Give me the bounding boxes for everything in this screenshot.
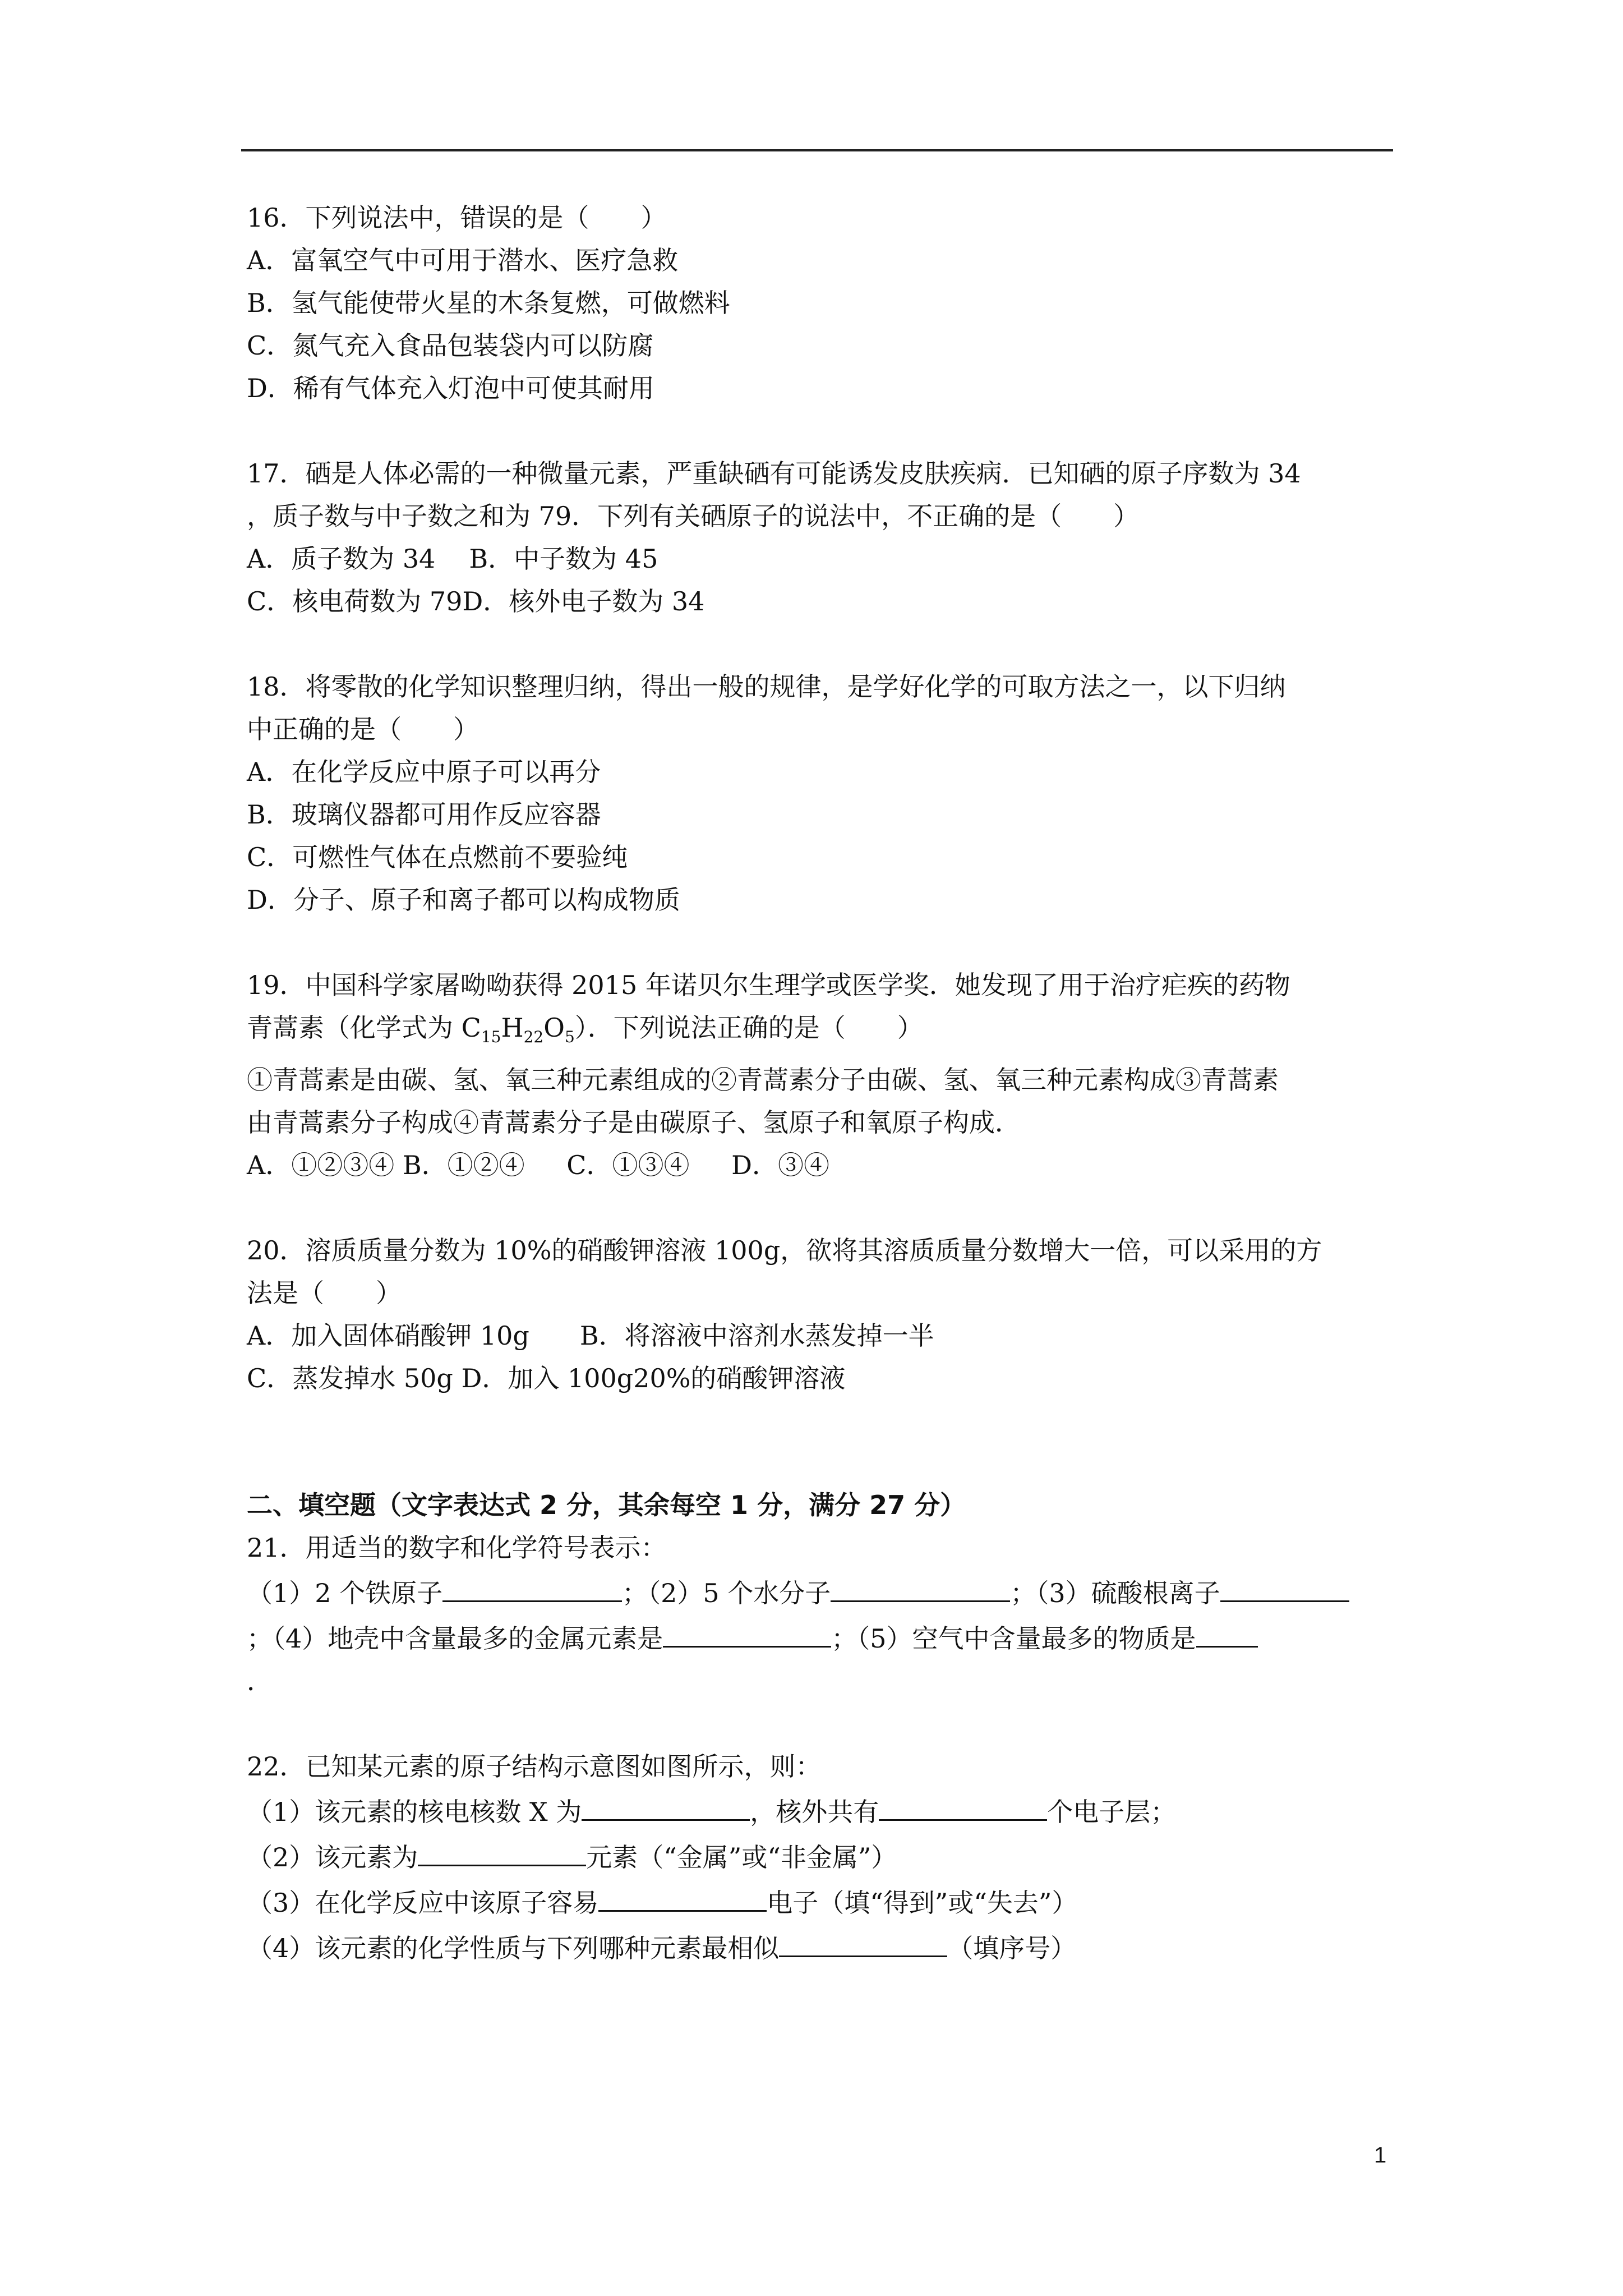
option-c: C．蒸发掉水 50g [247, 1363, 453, 1394]
answer-blank-5[interactable] [1196, 1614, 1258, 1648]
answer-blank-2[interactable] [831, 1569, 1010, 1602]
answer-blank-1[interactable] [442, 1569, 622, 1602]
answer-blank-3[interactable] [1220, 1569, 1349, 1602]
oxygen-symbol: O [543, 1013, 565, 1043]
question-stem-line-2: 法是（ ） [247, 1278, 402, 1309]
question-18 [247, 665, 1396, 921]
sub-question-4 [247, 1924, 1396, 1970]
options-row-1 [247, 1314, 1396, 1357]
option-a: A．在化学反应中原子可以再分 [247, 757, 601, 787]
sub-question-1-end: 个电子层； [1047, 1797, 1177, 1828]
option-b: B．将溶液中溶剂水蒸发掉一半 [579, 1320, 934, 1351]
part-1-label: （1）2 个铁原子 [247, 1578, 443, 1609]
option-d: D．核外电子数为 34 [462, 586, 705, 616]
hydrogen-symbol: H [501, 1013, 524, 1043]
option-d: D．稀有气体充入灯泡中可使其耐用 [247, 373, 654, 403]
sub-question-2-end: 元素（“金属”或“非金属”） [586, 1842, 897, 1873]
question-stem-line-1: 19．中国科学家屠呦呦获得 2015 年诺贝尔生理学或医学奖．她发现了用于治疗疟疾的药物 [247, 970, 1290, 1000]
question-stem: 16．下列说法中，错误的是（ ） [247, 203, 667, 233]
section-title: 二、填空题（文字表达式 2 分，其余每空 1 分，满分 27 分） [247, 1490, 966, 1521]
question-17 [247, 452, 1396, 623]
answer-blank-similar[interactable] [779, 1924, 947, 1957]
carbon-subscript: 15 [481, 1028, 501, 1047]
option-d: D．分子、原子和离子都可以构成物质 [247, 885, 680, 915]
statement-line-1: ①青蒿素是由碳、氢、氧三种元素组成的②青蒿素分子由碳、氢、氧三种元素构成③青蒿素 [247, 1065, 1279, 1096]
question-stem-line-2 [247, 1006, 1396, 1059]
question-20 [247, 1229, 1396, 1400]
option-d: D．加入 100g20%的硝酸钾溶液 [461, 1363, 846, 1394]
options-row [247, 1144, 1396, 1186]
question-22 [247, 1745, 1396, 1970]
document-body [247, 196, 1396, 2012]
stem-suffix: ）．下列说法正确的是（ ） [574, 1013, 923, 1043]
oxygen-subscript: 5 [564, 1028, 575, 1047]
question-stem-line-2: 中正确的是（ ） [247, 714, 479, 744]
option-c: C．氮气充入食品包装袋内可以防腐 [247, 330, 654, 361]
sub-question-1-text: （1）该元素的核电核数 X 为 [247, 1797, 582, 1828]
option-a: A．①②③④ [247, 1150, 395, 1181]
options-row-2 [247, 580, 1396, 623]
fill-line-1 [247, 1569, 1396, 1614]
question-stem-line-1: 17．硒是人体必需的一种微量元素，严重缺硒有可能诱发皮肤疾病．已知硒的原子序数为 34 [247, 458, 1301, 489]
option-c: C．①③④ [566, 1150, 690, 1181]
part-3-label: ；（3）硫酸根离子 [1010, 1578, 1220, 1609]
statement-line-2: 由青蒿素分子构成④青蒿素分子是由碳原子、氢原子和氧原子构成． [247, 1107, 1021, 1138]
question-stem-line-1: 18．将零散的化学知识整理归纳，得出一般的规律，是学好化学的可取方法之一，以下归纳 [247, 671, 1286, 702]
answer-blank-x[interactable] [582, 1788, 750, 1821]
question-16 [247, 196, 1396, 409]
header-rule [241, 149, 1393, 151]
fill-line-end: ． [247, 1666, 273, 1697]
options-row-1 [247, 537, 1396, 580]
option-d: D．③④ [731, 1150, 830, 1181]
answer-blank-type[interactable] [418, 1833, 586, 1866]
sub-question-2 [247, 1833, 1396, 1879]
answer-blank-4[interactable] [663, 1614, 831, 1648]
part-5-label: ；（5）空气中含量最多的物质是 [831, 1623, 1196, 1654]
part-4-label: ；（4）地壳中含量最多的金属元素是 [247, 1623, 663, 1654]
sub-question-3 [247, 1879, 1396, 1924]
option-b: B．玻璃仪器都可用作反应容器 [247, 799, 601, 830]
sub-question-3-text: （3）在化学反应中该原子容易 [247, 1888, 599, 1918]
question-stem: 21．用适当的数字和化学符号表示： [247, 1533, 667, 1563]
answer-blank-layers[interactable] [879, 1788, 1047, 1821]
part-2-label: ；（2）5 个水分子 [622, 1578, 831, 1609]
question-stem: 22．已知某元素的原子结构示意图如图所示，则： [247, 1751, 822, 1782]
option-a: A．质子数为 34 [247, 544, 436, 574]
options-row-2 [247, 1357, 1396, 1400]
option-b: B．氢气能使带火星的木条复燃，可做燃料 [247, 288, 730, 318]
hydrogen-subscript: 22 [523, 1028, 544, 1047]
sub-question-4-end: （填序号） [947, 1933, 1077, 1964]
sub-question-2-text: （2）该元素为 [247, 1842, 418, 1873]
formula-prefix: 青蒿素（化学式为 C [247, 1013, 481, 1043]
option-b: B．中子数为 45 [469, 544, 658, 574]
fill-line-2 [247, 1614, 1396, 1660]
page-number: 1 [1374, 2143, 1387, 2168]
sub-question-3-end: 电子（填“得到”或“失去”） [767, 1888, 1078, 1918]
question-21 [247, 1526, 1396, 1703]
question-19 [247, 964, 1396, 1186]
question-stem-line-1: 20．溶质质量分数为 10%的硝酸钾溶液 100g，欲将其溶质质量分数增大一倍，可以采用的方 [247, 1235, 1322, 1266]
option-c: C．核电荷数为 79 [247, 586, 463, 616]
sub-question-4-text: （4）该元素的化学性质与下列哪种元素最相似 [247, 1933, 780, 1964]
sub-question-1-mid: ，核外共有 [750, 1797, 879, 1828]
question-stem-line-2: ，质子数与中子数之和为 79．下列有关硒原子的说法中，不正确的是（ ） [247, 501, 1140, 531]
sub-question-1 [247, 1788, 1396, 1833]
option-a: A．富氧空气中可用于潜水、医疗急救 [247, 245, 679, 275]
answer-blank-electron[interactable] [598, 1879, 767, 1912]
option-c: C．可燃性气体在点燃前不要验纯 [247, 842, 628, 872]
option-a: A．加入固体硝酸钾 10g [247, 1320, 529, 1351]
option-b: B．①②④ [402, 1150, 525, 1181]
